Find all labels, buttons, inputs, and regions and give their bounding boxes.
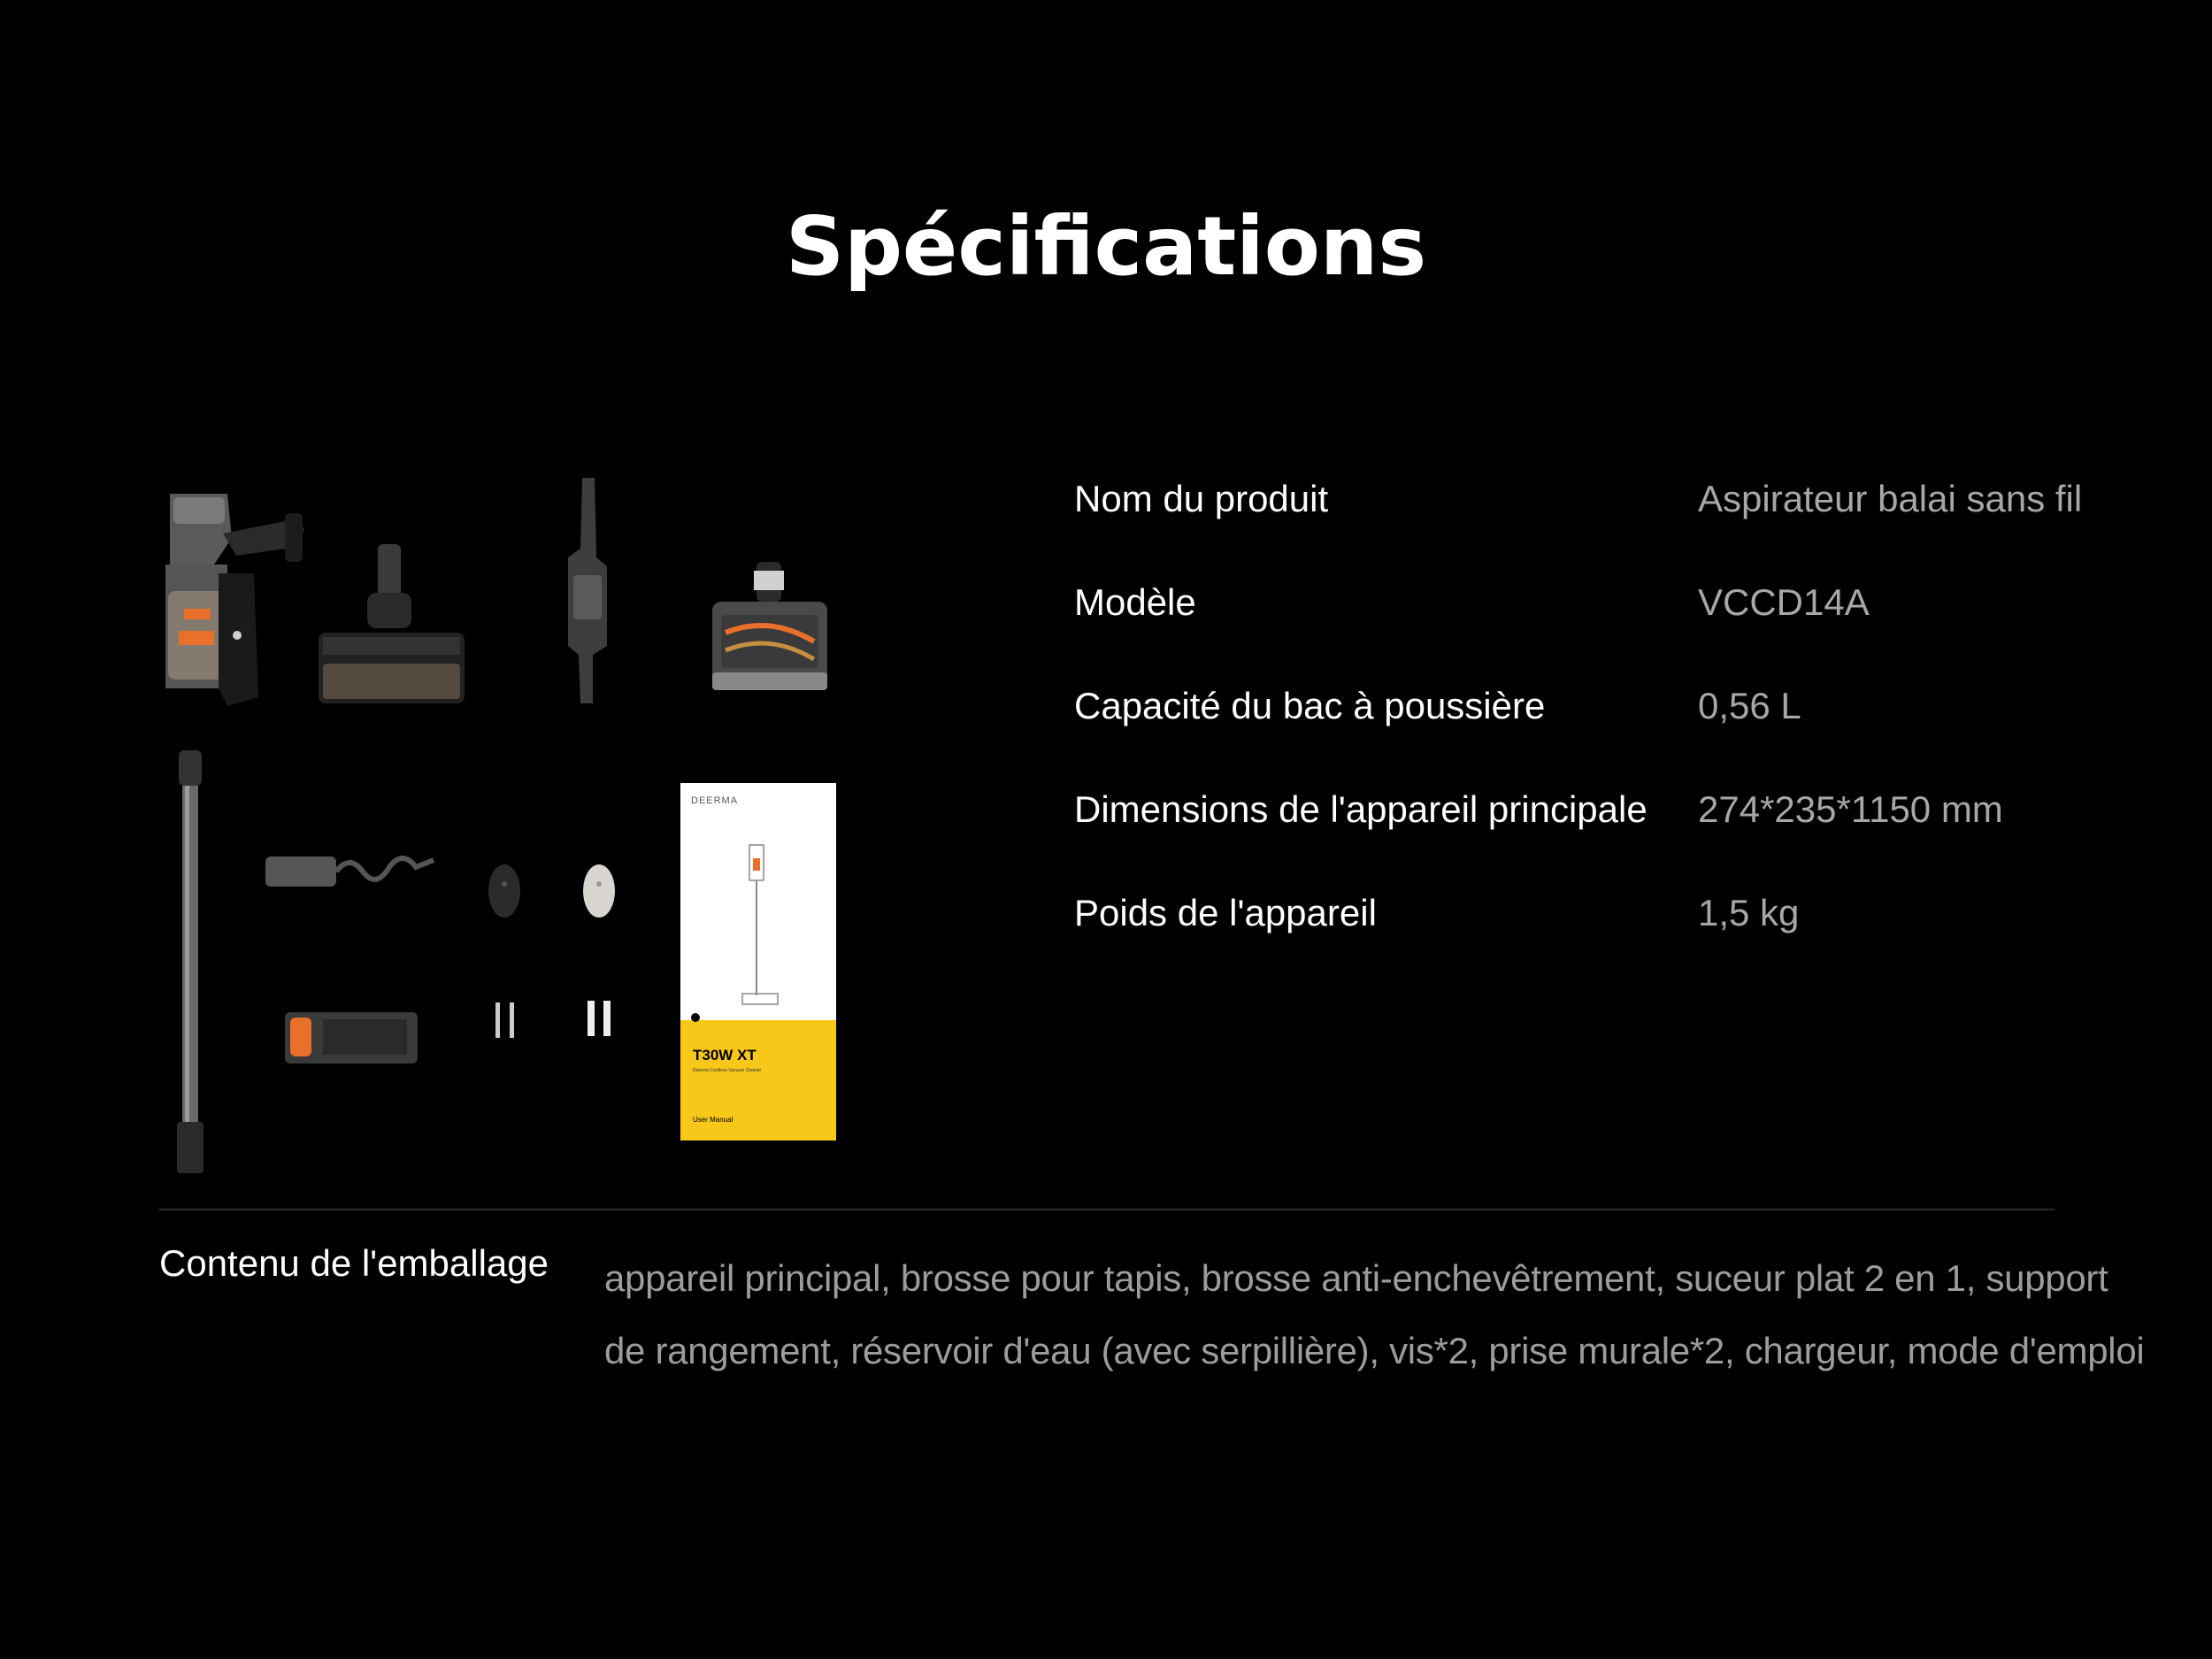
package-contents-text xyxy=(604,1242,2145,1387)
spec-key: Capacité du bac à poussière xyxy=(1074,685,1546,726)
spec-value: 0,56 L xyxy=(1698,685,1801,726)
wall-anchors-image xyxy=(582,996,618,1041)
carpet-brush-image xyxy=(314,544,469,712)
spec-key: Nom du produit xyxy=(1074,478,1329,519)
screws-image xyxy=(488,998,524,1042)
package-contents-line: de rangement, réservoir d'eau (avec serpillière), vis*2, prise murale*2, chargeur, mode d'emploi xyxy=(604,1330,2145,1371)
manual-footer: User Manual xyxy=(693,1116,733,1124)
section-divider xyxy=(159,1209,2055,1210)
page-title: Spécifications xyxy=(785,199,1427,294)
manual-subtitle: Deerma Cordless Vacuum Cleaner xyxy=(693,1068,762,1073)
manual-vacuum-illustration xyxy=(723,836,794,1013)
manual-brand: DEERMA xyxy=(691,795,739,806)
spec-key: Dimensions de l'appareil principale xyxy=(1074,788,1647,830)
wall-plug-dark-image xyxy=(487,863,522,920)
spec-row xyxy=(1074,685,2118,738)
package-contents-label: Contenu de l'emballage xyxy=(159,1242,549,1284)
spec-row xyxy=(1074,788,2118,841)
manual-badge-icon xyxy=(691,1013,700,1022)
spec-key: Poids de l'appareil xyxy=(1074,892,1377,933)
charger-image xyxy=(261,849,438,894)
main-unit-image xyxy=(152,485,311,710)
spec-row xyxy=(1074,581,2118,634)
spec-row xyxy=(1074,892,2118,945)
manual-cover-band xyxy=(680,1020,836,1141)
spec-key: Modèle xyxy=(1074,581,1196,623)
manual-model: T30W XT xyxy=(693,1047,757,1064)
spec-value: Aspirateur balai sans fil xyxy=(1698,478,2083,519)
water-tank-image xyxy=(283,1009,420,1066)
wall-plug-light-image xyxy=(581,863,617,920)
spec-value: VCCD14A xyxy=(1698,581,1870,623)
crevice-tool-image xyxy=(557,478,619,708)
package-contents-line: appareil principal, brosse pour tapis, brosse anti-enchevêtrement, suceur plat 2 en 1, support xyxy=(604,1257,2108,1299)
spec-value: 274*235*1150 mm xyxy=(1698,788,2003,830)
package-contents-image xyxy=(142,469,849,1177)
user-manual-image xyxy=(680,783,836,1141)
spec-row xyxy=(1074,478,2118,531)
anti-tangle-brush-image xyxy=(708,562,832,695)
spec-value: 1,5 kg xyxy=(1698,892,1800,933)
extension-tube-image xyxy=(168,750,212,1175)
